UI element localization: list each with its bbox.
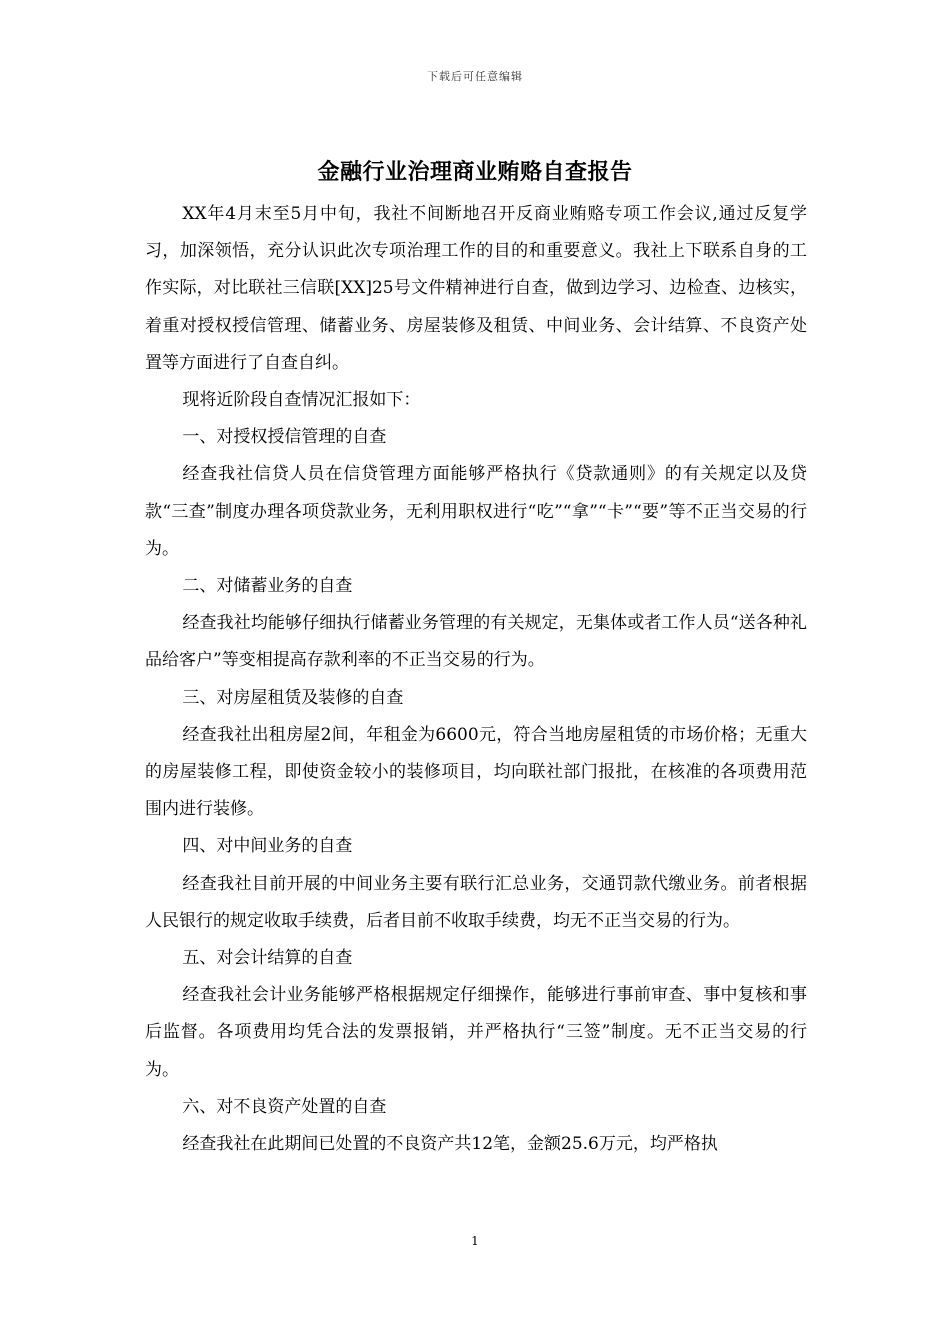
section-paragraph-6: 经查我社在此期间已处置的不良资产共12笔，金额25.6万元，均严格执 [182, 1134, 718, 1155]
page-title: 金融行业治理商业贿赂自查报告 [317, 160, 633, 185]
section-paragraph-2: 经查我社均能够仔细执行储蓄业务管理的有关规定，无集体或者工作人员“送各种礼品给客户”等变相提高存款利率的不正当交易的行为。 [145, 613, 807, 671]
section-heading-2: 二、对储蓄业务的自查 [182, 576, 353, 597]
section-heading-5: 五、对会计结算的自查 [182, 948, 353, 969]
document-body [145, 196, 807, 1163]
summary-intro: 现将近阶段自查情况汇报如下： [182, 390, 421, 411]
section-paragraph-5: 经查我社会计业务能够严格根据规定仔细操作，能够进行事前审查、事中复核和事后监督。各项费用均凭合法的发票报销，并严格执行“三签”制度。无不正当交易的行为。 [145, 985, 807, 1080]
section-heading-1: 一、对授权授信管理的自查 [182, 427, 387, 448]
section-paragraph-4: 经查我社目前开展的中间业务主要有联行汇总业务，交通罚款代缴业务。前者根据人民银行的规定收取手续费，后者目前不收取手续费，均无不正当交易的行为。 [145, 873, 807, 931]
section-heading-4: 四、对中间业务的自查 [182, 836, 353, 857]
section-paragraph-3: 经查我社出租房屋2间，年租金为6600元，符合当地房屋租赁的市场价格；无重大的房屋装修工程，即使资金较小的装修项目，均向联社部门报批，在核准的各项费用范围内进行装修。 [145, 724, 807, 820]
section-heading-6: 六、对不良资产处置的自查 [182, 1096, 387, 1117]
section-heading-3: 三、对房屋租赁及装修的自查 [182, 687, 404, 708]
intro-paragraph: XX年4月末至5月中旬，我社不间断地召开反商业贿赂专项工作会议,通过反复学习，加深领悟，充分认识此次专项治理工作的目的和重要意义。我社上下联系自身的工作实际，对比联社三信联[XX]25号文件精神进行自查，做到边学习、边检查、边核实，着重对授权授信管理、储蓄业务、房屋装修及租赁、中间业务、会计结算、不良资产处置等方面进行了自查自纠。 [145, 204, 807, 373]
section-paragraph-1: 经查我社信贷人员在信贷管理方面能够严格执行《贷款通则》的有关规定以及贷款“三查”制度办理各项贷款业务，无利用职权进行“吃”“拿”“卡”“要”等不正当交易的行为。 [145, 464, 807, 559]
header-note: 下载后可任意编辑 [427, 70, 523, 83]
page-number: 1 [471, 1234, 479, 1248]
